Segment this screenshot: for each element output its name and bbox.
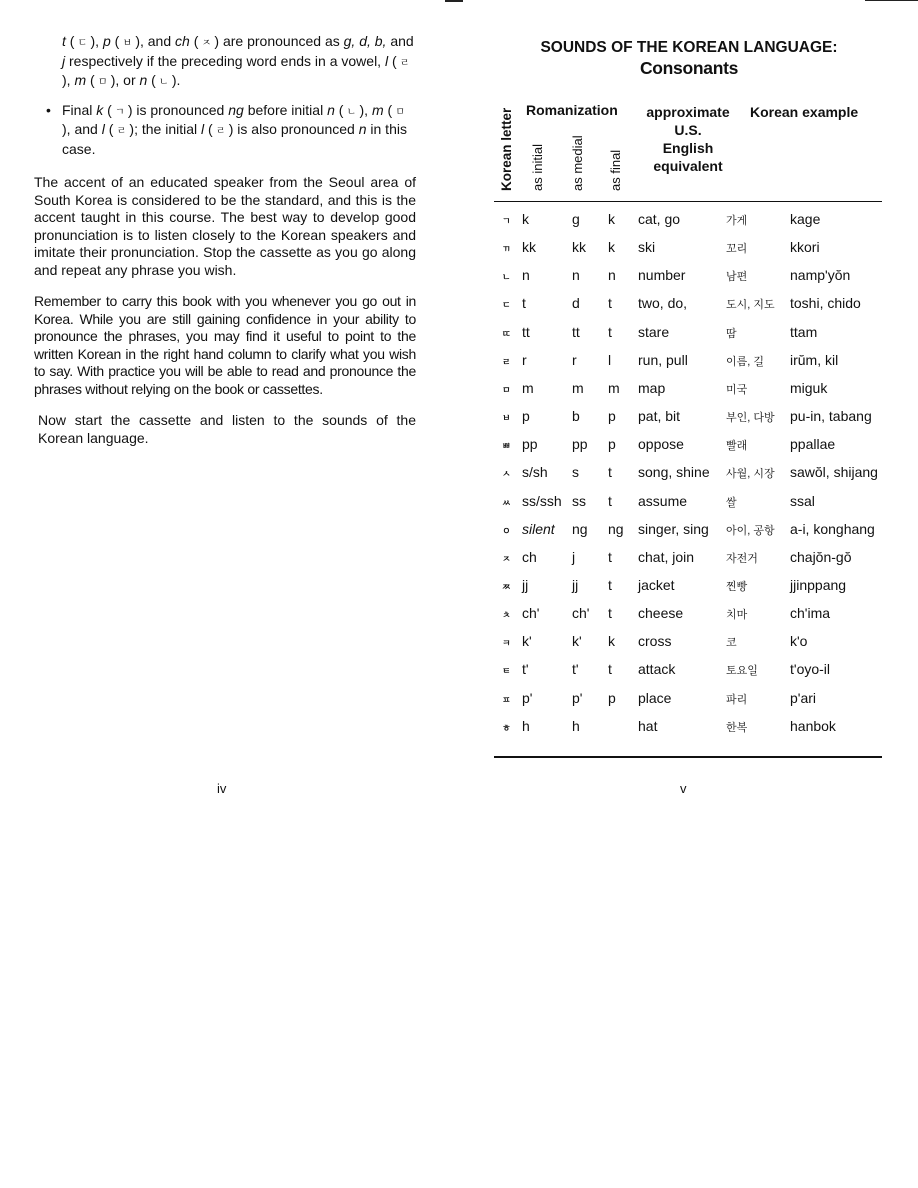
example-romanization: irŭm, kil xyxy=(790,351,839,368)
korean-example-word: 빨래 xyxy=(726,440,748,453)
table-row xyxy=(494,408,884,436)
korean-letter: ㄲ xyxy=(502,244,511,255)
medial-romanization: n xyxy=(572,267,580,284)
final-romanization: k xyxy=(608,211,615,227)
table-row xyxy=(494,577,884,605)
korean-example-word: 파리 xyxy=(726,693,748,706)
korean-example-word: 찐빵 xyxy=(726,580,748,593)
english-equivalent: assume xyxy=(638,492,688,509)
initial-romanization: ch xyxy=(522,548,537,565)
final-romanization: p xyxy=(608,408,616,425)
medial-romanization: kk xyxy=(572,239,586,256)
final-romanization: ng xyxy=(608,520,624,537)
english-equivalent: song, shine xyxy=(638,464,710,481)
medial-romanization: tt xyxy=(572,323,580,340)
medial-romanization: m xyxy=(572,379,584,396)
table-row xyxy=(494,380,884,408)
medial-romanization: g xyxy=(572,211,580,227)
final-romanization: t xyxy=(608,323,612,340)
korean-example-word: 코 xyxy=(726,637,737,650)
final-romanization: t xyxy=(608,464,612,481)
korean-example-word: 사월, 시장 xyxy=(726,468,775,481)
korean-letter: ㅈ xyxy=(502,553,511,564)
korean-example-word: 토요일 xyxy=(726,665,758,678)
example-romanization: kage xyxy=(790,211,821,227)
initial-romanization: ch' xyxy=(522,605,540,622)
example-romanization: pu-in, tabang xyxy=(790,408,872,425)
korean-example-word: 자전거 xyxy=(726,552,758,565)
remember-paragraph: Remember to carry this book with you whenever you go out in Korea. While you are still gaining confidence in your ability to pronounce the phrases, you may find it useful to point to the written Korean in the right hand column to clarify what you wish to say. With practice you will be able to read and pronounce the phrases without relying on the book or cassettes. xyxy=(34,293,416,397)
table-row xyxy=(494,493,884,521)
final-romanization: k xyxy=(608,633,615,650)
example-romanization: t'oyo-il xyxy=(790,661,831,678)
medial-romanization: r xyxy=(572,351,577,368)
table-row xyxy=(494,549,884,577)
final-romanization: p xyxy=(608,689,616,706)
table-row xyxy=(494,436,884,464)
korean-letter: ㄹ xyxy=(502,356,511,367)
english-equivalent: two, do, xyxy=(638,295,688,312)
english-equivalent: number xyxy=(638,267,686,284)
top-right-mark xyxy=(865,0,918,1)
example-romanization: ch'ima xyxy=(790,605,831,622)
header-rule xyxy=(494,201,882,202)
korean-example-word: 도시, 지도 xyxy=(726,299,775,312)
korean-letter: ㅊ xyxy=(502,610,511,621)
medial-romanization: h xyxy=(572,717,580,734)
example-romanization: a-i, konghang xyxy=(790,520,875,537)
table-row xyxy=(494,352,884,380)
example-romanization: ttam xyxy=(790,323,818,340)
korean-letter: ㅍ xyxy=(502,694,511,705)
korean-letter: ㅆ xyxy=(502,497,511,508)
page-number-left: iv xyxy=(217,781,227,796)
korean-letter: ㄴ xyxy=(502,272,511,283)
initial-romanization: s/sh xyxy=(522,464,548,481)
final-romanization: t xyxy=(608,576,612,593)
english-equivalent: cat, go xyxy=(638,211,681,227)
medial-romanization: ch' xyxy=(572,605,590,622)
table-row xyxy=(494,521,884,549)
example-romanization: p'ari xyxy=(790,689,817,706)
english-equivalent: cross xyxy=(638,633,672,650)
romanization-header: Romanization xyxy=(526,102,618,118)
final-romanization: m xyxy=(608,379,620,396)
english-equivalent: stare xyxy=(638,323,670,340)
medial-romanization: ss xyxy=(572,492,586,509)
bottom-rule xyxy=(494,756,882,758)
table-row xyxy=(494,239,884,267)
medial-romanization: d xyxy=(572,295,580,312)
table-row xyxy=(494,633,884,661)
initial-romanization: n xyxy=(522,267,530,284)
initial-romanization: m xyxy=(522,379,534,396)
korean-example-word: 치마 xyxy=(726,609,748,622)
initial-romanization: pp xyxy=(522,436,538,453)
example-romanization: toshi, chido xyxy=(790,295,861,312)
korean-example-word: 쌀 xyxy=(726,496,737,509)
example-romanization: ssal xyxy=(790,492,815,509)
english-equivalent: singer, sing xyxy=(638,520,709,537)
medial-romanization: ng xyxy=(572,520,588,537)
subtitle-line: Consonants xyxy=(639,58,739,78)
table-row xyxy=(494,324,884,352)
table-row xyxy=(494,661,884,689)
example-romanization: chajŏn-gŏ xyxy=(790,548,852,565)
korean-letter: ㄷ xyxy=(502,300,511,311)
korean-example-word: 남편 xyxy=(726,271,748,284)
bullet-dot-icon: • xyxy=(46,101,51,118)
korean-letter: ㄸ xyxy=(502,328,511,339)
page-number-right: v xyxy=(680,781,687,796)
final-romanization: t xyxy=(608,492,612,509)
korean-example-word: 땀 xyxy=(726,327,737,340)
korean-example-header: Korean example xyxy=(750,104,859,120)
english-equivalent: attack xyxy=(638,661,676,678)
korean-example-word: 미국 xyxy=(726,383,748,396)
medial-romanization: b xyxy=(572,408,580,425)
korean-letter: ㅉ xyxy=(502,581,511,592)
korean-example-word: 가게 xyxy=(726,215,748,227)
medial-romanization: jj xyxy=(572,576,579,593)
initial-romanization: k xyxy=(522,211,529,227)
example-romanization: ppallae xyxy=(790,436,836,453)
final-romanization: n xyxy=(608,267,616,284)
us-equivalent-header: approximate U.S. English equivalent xyxy=(646,104,730,174)
english-equivalent: ski xyxy=(638,239,656,256)
final-romanization: p xyxy=(608,436,616,453)
final-romanization: t xyxy=(608,605,612,622)
accent-paragraph: The accent of an educated speaker from the Seoul area of South Korea is considered to be the standard, and this is the accent taught in this course. The best way to develop good pronunciation is to listen closely to the Korean speakers and imitate their pronunciation. Stop the cassette as you go along and repeat any phrase you wish. xyxy=(34,174,416,278)
korean-letter: ㅋ xyxy=(502,638,511,649)
final-romanization: t xyxy=(608,295,612,312)
final-romanization: t xyxy=(608,548,612,565)
left-page xyxy=(34,33,416,461)
english-equivalent: chat, join xyxy=(638,548,695,565)
initial-romanization: t xyxy=(522,295,526,312)
as-initial-header: as initial xyxy=(530,144,545,191)
korean-letter: ㅌ xyxy=(502,666,511,677)
table-row xyxy=(494,267,884,295)
korean-example-word: 부인, 다방 xyxy=(726,412,775,425)
example-romanization: namp'yŏn xyxy=(790,267,851,284)
continuation-paragraph: t ( ㄷ ), p ( ㅂ ), and ch ( ㅈ ) are pronounced as g, d, b, and j respectively if the preceding word ends in a vowel, l ( ㄹ ), m ( ㅁ ), or n ( ㄴ ). xyxy=(62,33,414,88)
english-equivalent: oppose xyxy=(638,436,684,453)
medial-romanization: j xyxy=(572,548,576,565)
initial-romanization: t' xyxy=(522,661,529,678)
korean-letter-header: Korean letter xyxy=(499,107,514,191)
example-romanization: sawŏl, shijang xyxy=(790,464,878,481)
table-row xyxy=(494,295,884,323)
table-row xyxy=(494,211,884,239)
initial-romanization: p' xyxy=(522,689,533,706)
start-cassette-paragraph: Now start the cassette and listen to the sounds of the Korean language. xyxy=(38,412,416,446)
example-romanization: jjinppang xyxy=(790,576,847,593)
table-row xyxy=(494,718,884,746)
as-medial-header: as medial xyxy=(570,135,585,191)
initial-romanization: tt xyxy=(522,323,530,340)
korean-example-word: 꼬리 xyxy=(726,243,748,256)
medial-romanization: p' xyxy=(572,689,583,706)
korean-letter: ㅂ xyxy=(502,413,511,424)
english-equivalent: pat, bit xyxy=(638,408,681,425)
table-row xyxy=(494,605,884,633)
final-k-bullet: • Final k ( ㄱ ) is pronounced ng before initial n ( ㄴ ), m ( ㅁ ), and l ( ㄹ ); the initial l ( ㄹ ) is also pronounced n in this case. xyxy=(46,101,407,157)
medial-romanization: k' xyxy=(572,633,582,650)
final-romanization: l xyxy=(608,351,612,368)
initial-romanization: r xyxy=(522,351,527,368)
initial-romanization: kk xyxy=(522,239,536,256)
korean-example-word: 아이, 공항 xyxy=(726,524,775,537)
top-center-mark xyxy=(445,0,463,2)
medial-romanization: t' xyxy=(572,661,579,678)
as-final-header: as final xyxy=(608,149,623,191)
korean-letter: ㅁ xyxy=(502,384,511,395)
initial-romanization: silent xyxy=(522,520,555,537)
title-line: SOUNDS OF THE KOREAN LANGUAGE: xyxy=(540,39,838,56)
initial-romanization: k' xyxy=(522,633,532,650)
initial-romanization: p xyxy=(522,408,530,425)
korean-letter: ㅅ xyxy=(502,469,511,480)
korean-letter: ㄱ xyxy=(502,216,511,226)
example-romanization: k'o xyxy=(790,633,808,650)
korean-letter: ㅎ xyxy=(502,722,511,733)
table-row xyxy=(494,690,884,718)
chart-title xyxy=(494,38,884,78)
english-equivalent: map xyxy=(638,379,666,396)
final-romanization: k xyxy=(608,239,615,256)
korean-letter: ㅇ xyxy=(502,525,511,536)
korean-letter: ㅃ xyxy=(502,441,511,452)
english-equivalent: hat xyxy=(638,717,658,734)
initial-romanization: jj xyxy=(522,576,529,593)
final-romanization: t xyxy=(608,661,612,678)
medial-romanization: s xyxy=(572,464,579,481)
korean-example-word: 한복 xyxy=(726,721,748,734)
initial-romanization: h xyxy=(522,717,530,734)
english-equivalent: jacket xyxy=(638,576,675,593)
english-equivalent: place xyxy=(638,689,672,706)
example-romanization: kkori xyxy=(790,239,820,256)
table-row xyxy=(494,464,884,492)
example-romanization: miguk xyxy=(790,379,828,396)
initial-romanization: ss/ssh xyxy=(522,492,562,509)
example-romanization: hanbok xyxy=(790,717,836,734)
korean-example-word: 이름, 길 xyxy=(726,355,764,368)
medial-romanization: pp xyxy=(572,436,588,453)
english-equivalent: run, pull xyxy=(638,351,688,368)
english-equivalent: cheese xyxy=(638,605,684,622)
